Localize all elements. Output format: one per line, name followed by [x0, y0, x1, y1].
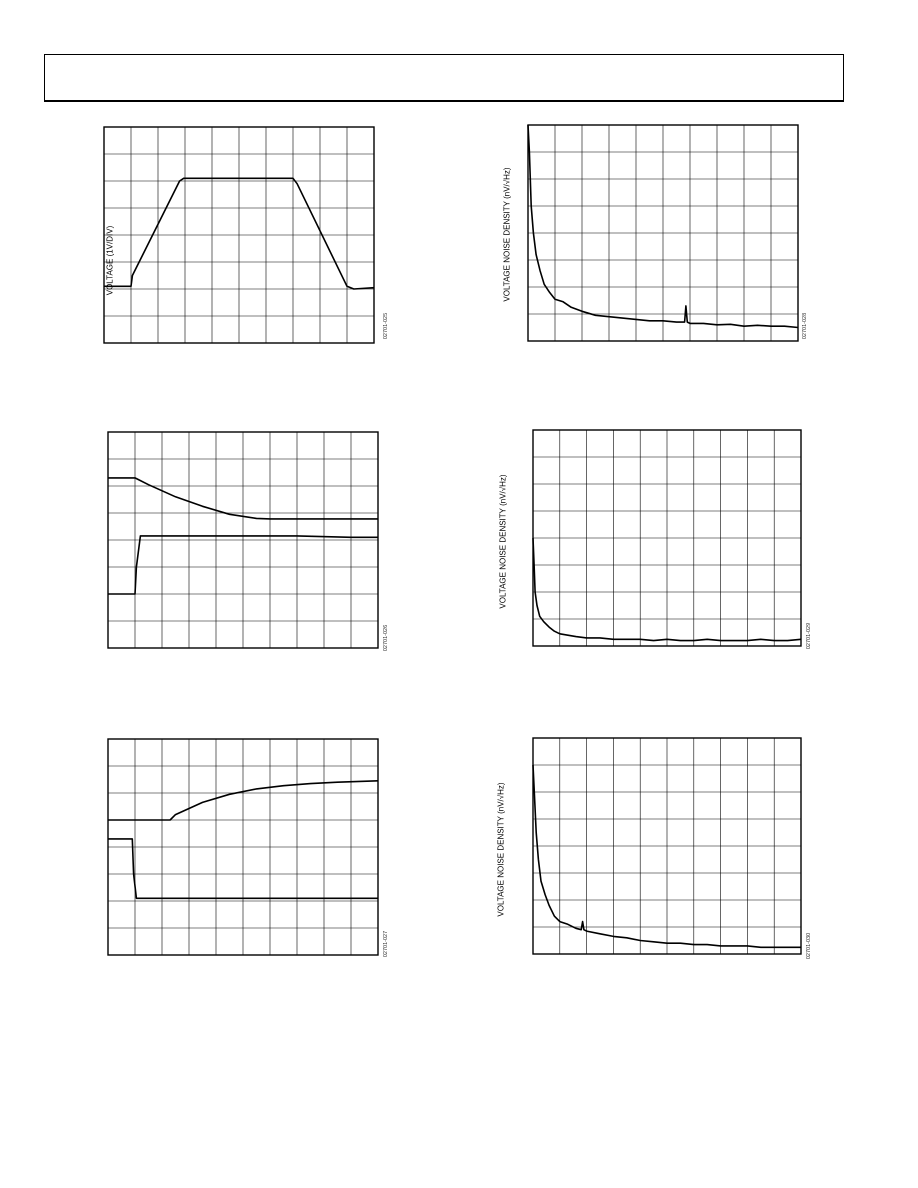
chart-noise-density-1 — [495, 120, 815, 360]
chart-plot-svg — [495, 120, 815, 360]
chart-voltage-transient-2 — [80, 425, 400, 665]
chart-noise-density-2 — [495, 425, 815, 665]
chart-plot-svg — [495, 733, 815, 973]
y-axis-label: VOLTAGE (1V/DIV) — [105, 225, 115, 296]
figure-id: 02701-029 — [806, 622, 812, 650]
y-axis-label: VOLTAGE NOISE DENSITY (nV/√Hz) — [502, 167, 512, 302]
chart-plot-svg — [80, 120, 400, 360]
page-header-frame — [44, 54, 844, 102]
figure-id: 02701-030 — [806, 932, 812, 960]
figure-id: 02701-026 — [383, 624, 389, 652]
chart-plot-svg — [495, 425, 815, 665]
chart-noise-density-3 — [495, 733, 815, 973]
figure-id: 02701-028 — [802, 312, 808, 340]
figure-id: 02701-025 — [383, 312, 389, 340]
chart-voltage-transient-1 — [80, 120, 400, 360]
y-axis-label: VOLTAGE NOISE DENSITY (nV/√Hz) — [498, 474, 508, 609]
figure-id: 02701-027 — [383, 930, 389, 958]
chart-voltage-transient-3 — [80, 733, 400, 973]
y-axis-label: VOLTAGE NOISE DENSITY (nV/√Hz) — [496, 782, 506, 917]
chart-plot-svg — [80, 425, 400, 665]
chart-plot-svg — [80, 733, 400, 973]
